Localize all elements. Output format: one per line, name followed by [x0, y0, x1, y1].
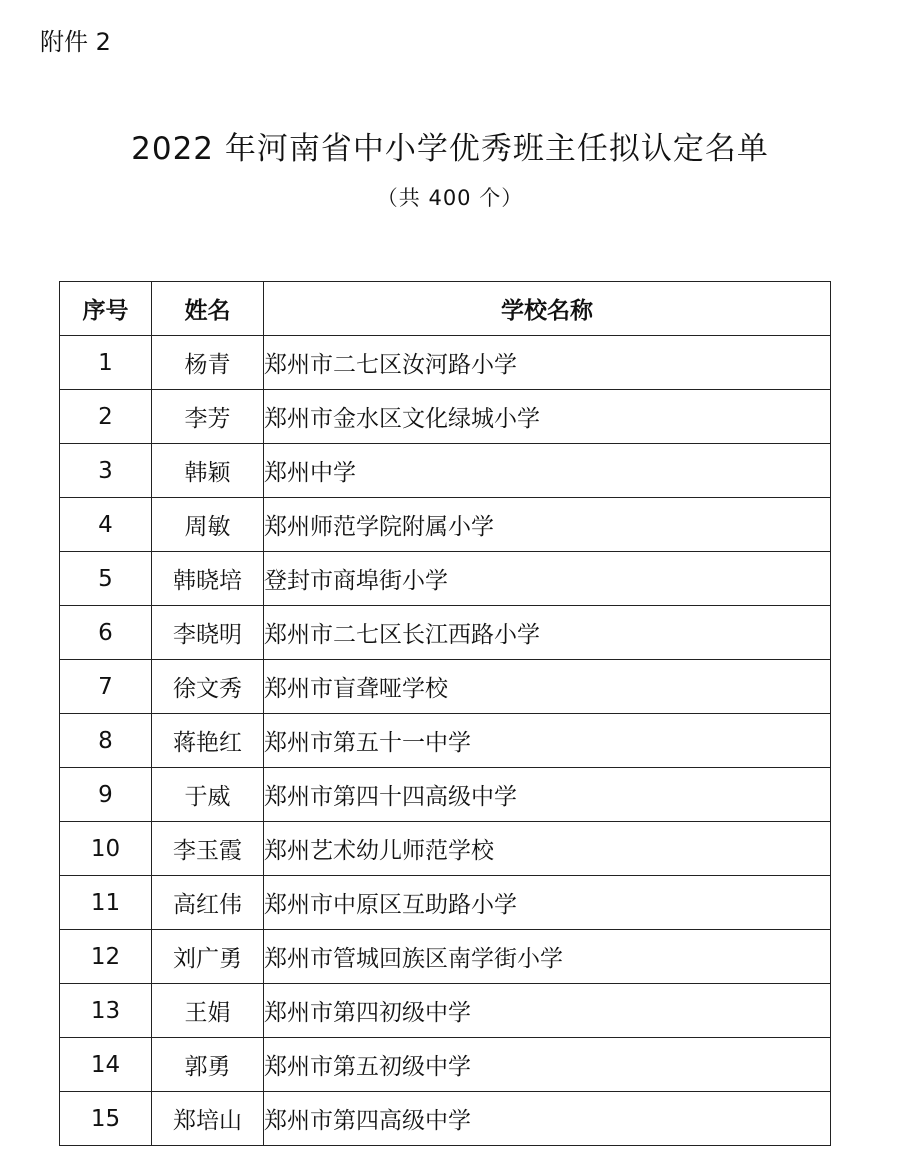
table-row [60, 984, 831, 1038]
row-number: 2 [60, 390, 152, 444]
school-name: 郑州市中原区互助路小学 [264, 876, 831, 930]
row-number: 4 [60, 498, 152, 552]
attachment-label: 附件 2 [40, 28, 111, 56]
table-row [60, 714, 831, 768]
school-name: 登封市商埠街小学 [264, 552, 831, 606]
teacher-name: 于威 [152, 768, 264, 822]
teacher-name: 李芳 [152, 390, 264, 444]
table-row [60, 498, 831, 552]
school-name: 郑州市二七区长江西路小学 [264, 606, 831, 660]
table-row [60, 336, 831, 390]
row-number: 6 [60, 606, 152, 660]
teacher-name: 杨青 [152, 336, 264, 390]
school-name: 郑州中学 [264, 444, 831, 498]
row-number: 14 [60, 1038, 152, 1092]
school-name: 郑州市第四高级中学 [264, 1092, 831, 1146]
table-row [60, 606, 831, 660]
row-number: 1 [60, 336, 152, 390]
teacher-name: 李玉霞 [152, 822, 264, 876]
row-number: 12 [60, 930, 152, 984]
school-name: 郑州市金水区文化绿城小学 [264, 390, 831, 444]
school-name: 郑州艺术幼儿师范学校 [264, 822, 831, 876]
table-row [60, 822, 831, 876]
teacher-name: 韩颖 [152, 444, 264, 498]
table-row [60, 1038, 831, 1092]
school-name: 郑州市盲聋哑学校 [264, 660, 831, 714]
teacher-name: 郭勇 [152, 1038, 264, 1092]
row-number: 15 [60, 1092, 152, 1146]
table-row [60, 930, 831, 984]
school-name: 郑州市第五初级中学 [264, 1038, 831, 1092]
school-name: 郑州师范学院附属小学 [264, 498, 831, 552]
teacher-name: 李晓明 [152, 606, 264, 660]
row-number: 3 [60, 444, 152, 498]
document-subtitle: （共 400 个） [376, 186, 524, 210]
table-row [60, 444, 831, 498]
teacher-name: 刘广勇 [152, 930, 264, 984]
school-name: 郑州市第四初级中学 [264, 984, 831, 1038]
teacher-name: 韩晓培 [152, 552, 264, 606]
teacher-roster-table [59, 281, 831, 1146]
column-header-no: 序号 [60, 282, 152, 336]
school-name: 郑州市第四十四高级中学 [264, 768, 831, 822]
table-row [60, 1092, 831, 1146]
teacher-name: 徐文秀 [152, 660, 264, 714]
table-row [60, 552, 831, 606]
row-number: 10 [60, 822, 152, 876]
table-row [60, 390, 831, 444]
school-name: 郑州市二七区汝河路小学 [264, 336, 831, 390]
teacher-name: 高红伟 [152, 876, 264, 930]
teacher-name: 王娟 [152, 984, 264, 1038]
teacher-name: 蒋艳红 [152, 714, 264, 768]
table-row [60, 660, 831, 714]
column-header-school: 学校名称 [264, 282, 831, 336]
table-row [60, 768, 831, 822]
document-title: 2022 年河南省中小学优秀班主任拟认定名单 [131, 131, 769, 167]
row-number: 13 [60, 984, 152, 1038]
row-number: 7 [60, 660, 152, 714]
school-name: 郑州市第五十一中学 [264, 714, 831, 768]
teacher-name: 周敏 [152, 498, 264, 552]
row-number: 8 [60, 714, 152, 768]
teacher-name: 郑培山 [152, 1092, 264, 1146]
table-row [60, 876, 831, 930]
row-number: 5 [60, 552, 152, 606]
row-number: 9 [60, 768, 152, 822]
table-header-row [60, 282, 831, 336]
school-name: 郑州市管城回族区南学街小学 [264, 930, 831, 984]
column-header-name: 姓名 [152, 282, 264, 336]
row-number: 11 [60, 876, 152, 930]
